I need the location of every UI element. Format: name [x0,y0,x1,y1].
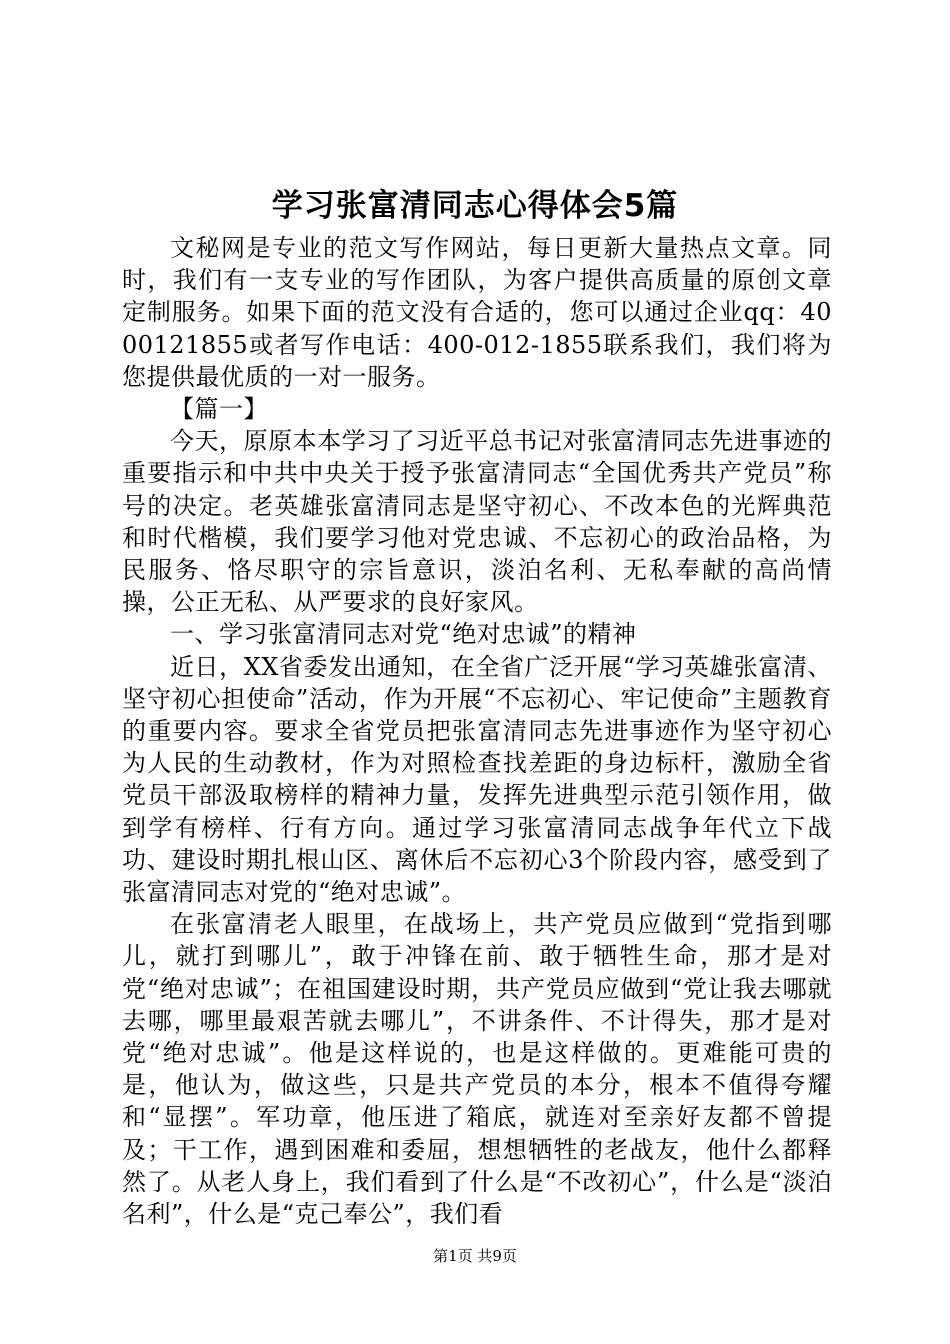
subsection-heading: 一、学习张富清同志对党“绝对忠诚”的精神 [170,620,637,649]
body-paragraph: 今天，原原本本学习了习近平总书记对张富清同志先进事迹的重要指示和中共中央关于授予张富清同志“全国优秀共产党员”称号的决定。老英雄张富清同志是坚守初心、不改本色的光辉典范和时代楷模，我们要学习他对党忠诚、不忘初心的政治品格，为民服务、恪尽职守的宗旨意识，淡泊名利、无私奉献的高尚情操，公正无私、从严要求的良好家风。 [122,427,832,617]
intro-paragraph: 文秘网是专业的范文写作网站，每日更新大量热点文章。同时，我们有一支专业的写作团队，为客户提供高质量的原创文章定制服务。如果下面的范文没有合适的，您可以通过企业qq：4000121855或者写作电话：400-012-1855联系我们，我们将为您提供最优质的一对一服务。 [122,234,832,391]
document-body [122,232,832,1230]
section-heading-part-one: 【篇一】 [170,395,268,424]
document-title: 学习张富清同志心得体会5篇 [271,188,679,224]
body-paragraph: 近日，XX省委发出通知，在全省广泛开展“学习英雄张富清、坚守初心担使命”活动，作为开展“不忘初心、牢记使命”主题教育的重要内容。要求全省党员把张富清同志先进事迹作为坚守初心为人民的生动教材，作为对照检查找差距的身边标杆，激励全省党员干部汲取榜样的精神力量，发挥先进典型示范引领作用，做到学有榜样、行有方向。通过学习张富清同志战争年代立下战功、建设时期扎根山区、离休后不忘初心3个阶段内容，感受到了张富清同志对党的“绝对忠诚”。 [122,652,832,907]
page-number-footer: 第1页 共9页 [433,1247,517,1265]
body-paragraph: 在张富清老人眼里，在战场上，共产党员应做到“党指到哪儿，就打到哪儿”，敢于冲锋在前、敢于牺牲生命，那才是对党“绝对忠诚”；在祖国建设时期，共产党员应做到“党让我去哪就去哪，哪里最艰苦就去哪儿”，不讲条件、不计得失，那才是对党“绝对忠诚”。他是这样说的，也是这样做的。更难能可贵的是，他认为，做这些，只是共产党员的本分，根本不值得夸耀和“显摆”。军功章，他压进了箱底，就连对至亲好友都不曾提及；干工作，遇到困难和委屈，想想牺牲的老战友，他什么都释然了。从老人身上，我们看到了什么是“不改初心”，什么是“淡泊名利”，什么是“克己奉公”，我们看 [122,910,832,1229]
